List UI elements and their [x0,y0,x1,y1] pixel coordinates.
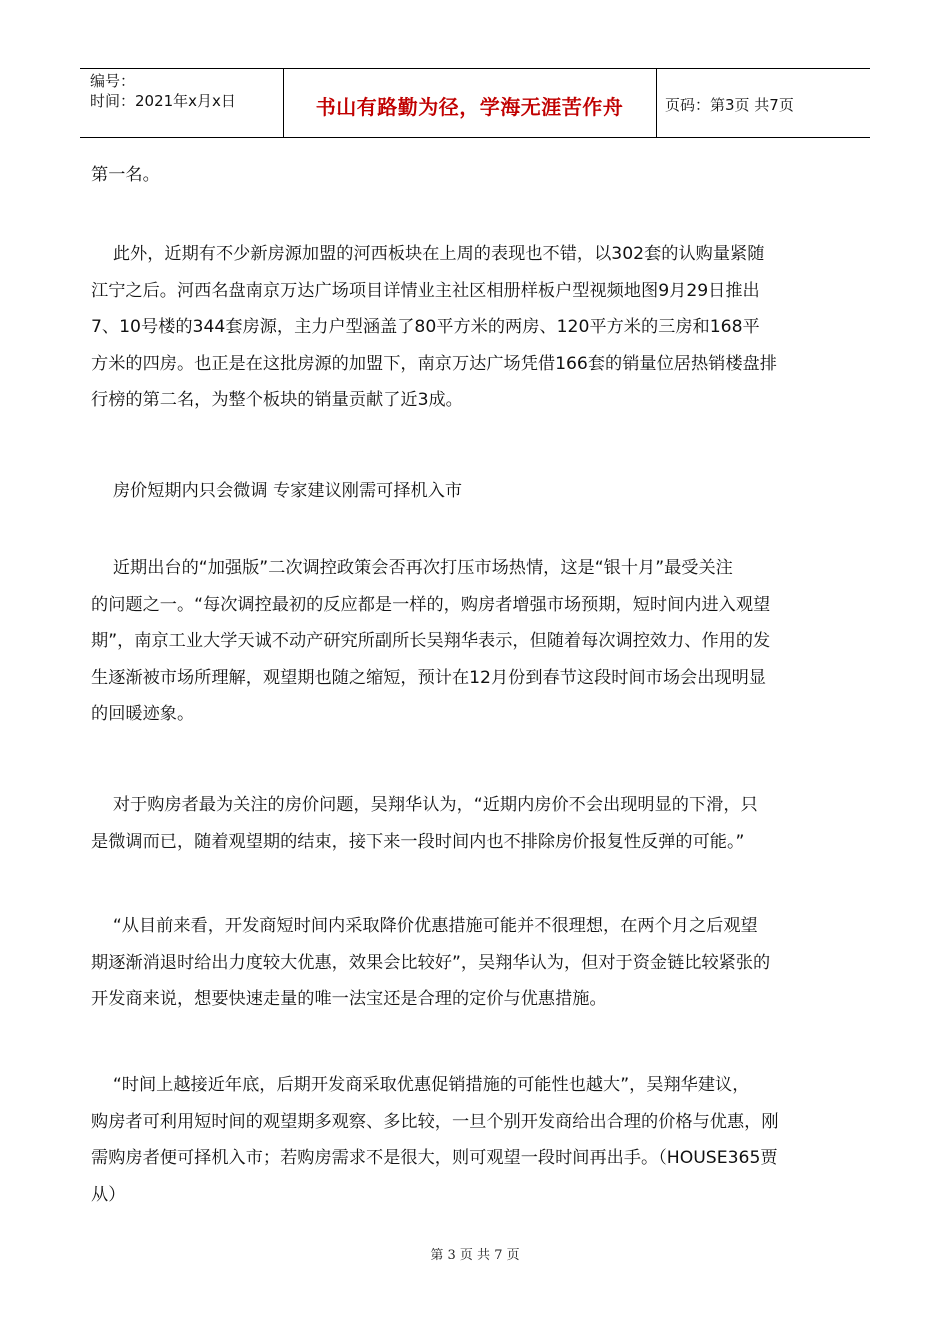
text-line: 7、10号楼的344套房源，主力户型涵盖了80平方米的两房、120平方米的三房和168平 [91,317,760,337]
text-line: “从目前来看，开发商短时间内采取降价优惠措施可能并不很理想，在两个月之后观望 [91,916,758,936]
paragraph-developer-discount [91,908,869,1018]
text-line: 从） [91,1184,126,1205]
text-line: 近期出台的“加强版”二次调控政策会否再次打压市场热情，这是“银十月”最受关注 [91,558,733,578]
page-footer: 第 3 页 共 7 页 [430,1248,520,1263]
text-line: 此外，近期有不少新房源加盟的河西板块在上周的表现也不错，以302套的认购量紧随 [91,244,765,264]
text-line: 购房者可利用短时间的观望期多观察、多比较，一旦个别开发商给出合理的价格与优惠，刚 [91,1111,779,1132]
paragraph-price-view [91,787,869,860]
document-number-label: 编号： [90,72,136,90]
text-line: 的问题之一。“每次调控最初的反应都是一样的，购房者增强市场预期，短时间内进入观望 [91,594,771,615]
text-line: 对于购房者最为关注的房价问题，吴翔华认为，“近期内房价不会出现明显的下滑，只 [91,795,758,815]
text-line: 方米的四房。也正是在这批房源的加盟下，南京万达广场凭借166套的销量位居热销楼盘排 [91,353,777,374]
text-line: 江宁之后。河西名盘南京万达广场项目详情业主社区相册样板户型视频地图9月29日推出 [91,280,760,301]
paragraph-policy [91,550,869,733]
text-line: 需购房者便可择机入市；若购房需求不是很大，则可观望一段时间再出手。（HOUSE365贾 [91,1148,778,1168]
text-line: 是微调而已，随着观望期的结束，接下来一段时间内也不排除房价报复性反弹的可能。” [91,831,745,852]
paragraph-ending-previous [91,157,869,194]
header-motto-cell [283,69,657,137]
section-heading-text: 房价短期内只会微调 专家建议刚需可择机入市 [91,481,463,501]
paragraph-hexi-sales [91,236,869,419]
text-line: 期”，南京工业大学天诚不动产研究所副所长吴翔华表示，但随着每次调控效力、作用的发 [91,631,771,651]
document-time-label: 时间：2021年x月x日 [90,92,236,110]
text-line: 行榜的第二名，为整个板块的销量贡献了近3成。 [91,390,463,410]
document-header [80,68,870,138]
header-page-cell [657,69,870,137]
paragraph-year-end-advice [91,1067,869,1213]
text-line: 期逐渐消退时给出力度较大优惠，效果会比较好”，吴翔华认为，但对于资金链比较紧张的 [91,952,771,973]
header-motto: 书山有路勤为径，学海无涯苦作舟 [315,95,624,119]
text-line: 的回暖迹象。 [91,704,195,724]
text-line: 开发商来说，想要快速走量的唯一法宝还是合理的定价与优惠措施。 [91,989,607,1009]
text-line: 第一名。 [91,165,160,185]
section-heading [91,473,869,510]
text-line: 生逐渐被市场所理解，观望期也随之缩短，预计在12月份到春节这段时间市场会出现明显 [91,667,766,688]
header-meta-cell [80,69,284,137]
header-page-code: 页码：第3页 共7页 [665,96,794,114]
text-line: “时间上越接近年底，后期开发商采取优惠促销措施的可能性也越大”，吴翔华建议， [91,1075,750,1095]
